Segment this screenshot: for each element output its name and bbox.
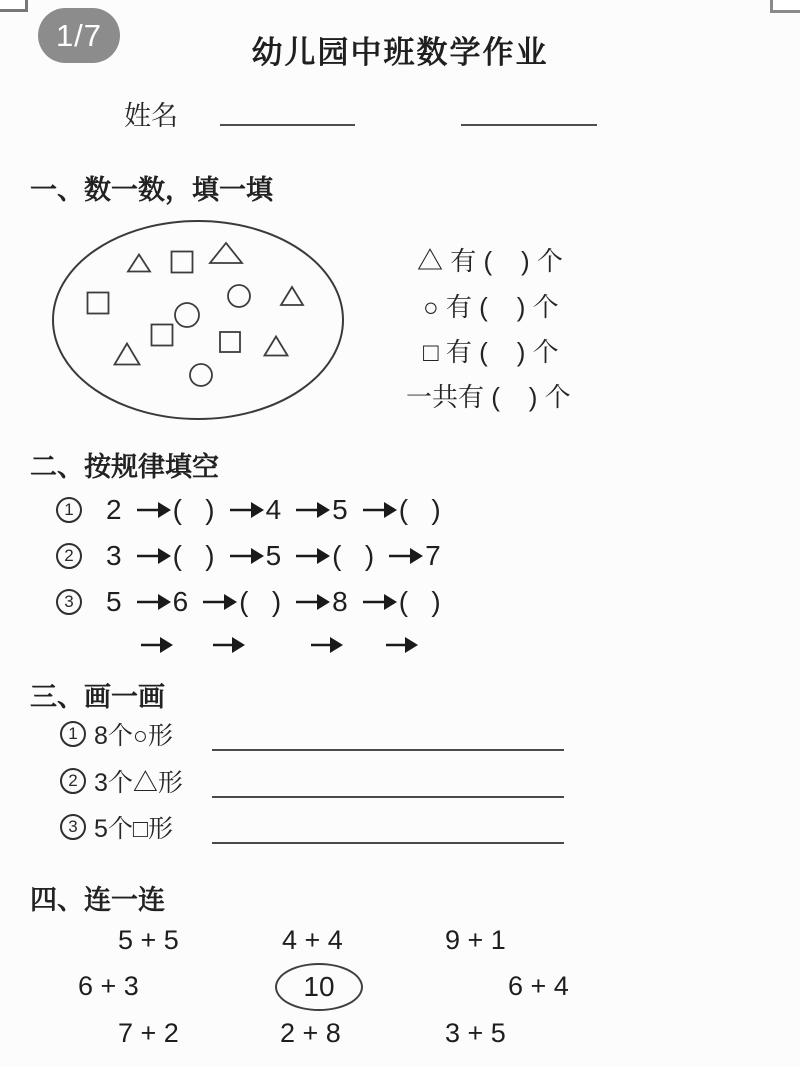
pattern-blank: ( ) — [172, 540, 215, 571]
pattern-number: 6 — [172, 586, 189, 617]
pattern-number: 8 — [332, 586, 348, 617]
right-arrow-icon — [136, 501, 172, 519]
section-3-heading: 三、画一画 — [30, 682, 165, 712]
match-expression: 2 + 8 — [280, 1018, 341, 1048]
pattern-row — [56, 579, 455, 625]
match-expression: 6 + 3 — [78, 971, 139, 1001]
square-shape — [220, 332, 240, 352]
draw-item-text: 5个□形 — [94, 815, 174, 843]
counting-question-triangle: △ 有 ( ) 个 — [417, 246, 563, 276]
right-arrow-icon — [310, 636, 344, 654]
right-arrow-icon — [229, 501, 265, 519]
pattern-arrow — [362, 501, 398, 519]
match-target-value: 10 — [303, 971, 335, 1002]
pattern-blank: ( ) — [172, 494, 215, 525]
section-4-heading: 四、连一连 — [30, 885, 165, 915]
triangle-shape — [115, 344, 140, 365]
square-shape — [152, 325, 173, 346]
draw-item-text: 8个○形 — [94, 722, 174, 750]
circle-shape — [175, 303, 199, 327]
pattern-arrow — [388, 547, 424, 565]
match-expression: 4 + 4 — [282, 925, 343, 955]
pattern-arrow — [229, 547, 265, 565]
match-expression: 5 + 5 — [118, 925, 179, 955]
pattern-number: 3 — [106, 540, 122, 571]
pattern-number: 2 — [106, 494, 122, 525]
pattern-arrow — [136, 593, 172, 611]
triangle-shape — [265, 337, 288, 356]
name-blank-line — [220, 116, 355, 126]
pattern-arrow — [385, 636, 419, 659]
pattern-number: 7 — [425, 540, 441, 571]
pattern-arrow — [136, 501, 172, 519]
triangle-shape — [281, 287, 303, 305]
draw-blank-line — [212, 824, 564, 844]
pattern-rows — [56, 487, 455, 625]
previous-page-corner-left — [0, 0, 28, 12]
pattern-arrow — [295, 501, 331, 519]
right-arrow-icon — [229, 547, 265, 565]
draw-blank-line — [212, 731, 564, 751]
match-expression: 6 + 4 — [508, 971, 569, 1001]
triangle-shape — [128, 255, 150, 272]
match-expression: 3 + 5 — [445, 1018, 506, 1048]
counting-question-total: 一共有 ( ) 个 — [406, 382, 571, 412]
section-1-heading: 一、数一数，填一填 — [30, 175, 273, 205]
page-number-badge: 1/7 — [38, 8, 120, 63]
pattern-row — [56, 533, 455, 579]
name-label: 姓名 — [124, 101, 178, 131]
draw-item — [60, 716, 564, 752]
pattern-arrow — [136, 547, 172, 565]
item-number-circle: 2 — [56, 543, 82, 569]
pattern-number: 5 — [265, 540, 282, 571]
pattern-arrow — [362, 593, 398, 611]
match-expression: 9 + 1 — [445, 925, 506, 955]
right-arrow-icon — [295, 593, 331, 611]
right-arrow-icon — [136, 547, 172, 565]
pattern-number: 4 — [265, 494, 282, 525]
draw-item — [60, 809, 564, 845]
right-arrow-icon — [295, 501, 331, 519]
counting-shapes-diagram — [50, 220, 350, 424]
pattern-blank: ( ) — [398, 586, 441, 617]
pattern-blank: ( ) — [398, 494, 441, 525]
right-arrow-icon — [362, 593, 398, 611]
pattern-row — [56, 487, 455, 533]
page-title: 幼儿园中班数学作业 — [251, 35, 549, 70]
pattern-arrow — [295, 547, 331, 565]
item-number-circle: 2 — [60, 768, 86, 794]
counting-question-square: □ 有 ( ) 个 — [423, 337, 559, 367]
circle-shape — [190, 364, 212, 386]
match-target-ellipse — [275, 963, 363, 1011]
right-arrow-icon — [388, 547, 424, 565]
right-arrow-icon — [385, 636, 419, 654]
pattern-arrow — [202, 593, 238, 611]
name-row — [124, 94, 597, 133]
pattern-number: 5 — [106, 586, 122, 617]
previous-page-corner-right — [770, 0, 800, 13]
triangle-shape — [210, 243, 242, 263]
square-shape — [172, 252, 193, 273]
pattern-arrow — [212, 636, 246, 659]
section-2-heading: 二、按规律填空 — [30, 452, 219, 482]
right-arrow-icon — [212, 636, 246, 654]
counting-question-circle: ○ 有 ( ) 个 — [423, 292, 559, 322]
pattern-arrow — [229, 501, 265, 519]
pattern-number: 5 — [332, 494, 348, 525]
right-arrow-icon — [202, 593, 238, 611]
item-number-circle: 1 — [60, 721, 86, 747]
right-arrow-icon — [295, 547, 331, 565]
item-number-circle: 3 — [60, 814, 86, 840]
square-shape — [88, 293, 109, 314]
draw-blank-line — [212, 778, 564, 798]
right-arrow-icon — [140, 636, 174, 654]
right-arrow-icon — [362, 501, 398, 519]
item-number-circle: 3 — [56, 589, 82, 615]
right-arrow-icon — [136, 593, 172, 611]
pattern-arrow — [140, 636, 174, 659]
pattern-arrow — [310, 636, 344, 659]
pattern-arrow — [295, 593, 331, 611]
pattern-blank: ( ) — [332, 540, 375, 571]
draw-item — [60, 763, 564, 799]
circle-shape — [228, 285, 250, 307]
match-expression: 7 + 2 — [118, 1018, 179, 1048]
pattern-blank: ( ) — [239, 586, 282, 617]
name-blank-line — [461, 116, 597, 126]
item-number-circle: 1 — [56, 497, 82, 523]
draw-item-text: 3个△形 — [94, 769, 183, 797]
